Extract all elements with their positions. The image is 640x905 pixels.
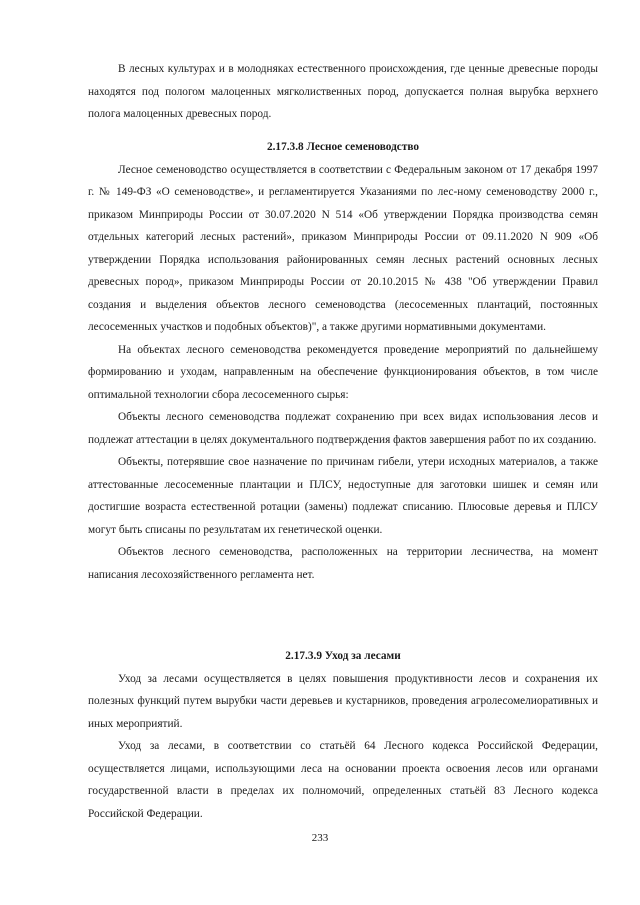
paragraph: Лесное семеноводство осуществляется в соответствии с Федеральным законом от 17 декабря 1997 г. № 149-ФЗ «О семеноводстве», и регламентируется Указаниями по лес-ному семеноводству 2000 г., приказом Минприроды России от 30.07.2020 N 514 «Об утверждении Порядка производства семян отдельных категорий лесных растений», приказом Минприроды России от 09.11.2020 N 909 «Об утверждении Порядка использования районированных семян лесных растений основных лесных древесных пород», приказом Минприроды России от 20.10.2015 № 438 "Об утверждении Правил создания и выделения объектов лесного семеноводства (лесосеменных плантаций, постоянных лесосеменных участков и подобных объектов)", а также другими нормативными документами. — [88, 163, 598, 333]
paragraph: Уход за лесами, в соответствии со статьёй 64 Лесного кодекса Российской Федерации, осуществляется лицами, использующими леса на основании проекта освоения лесов или органами государственной власти в пределах их полномочий, определенных статьёй 83 Лесного кодекса Российской Федерации. — [88, 740, 598, 820]
section-intro — [88, 58, 598, 126]
paragraph: Объекты, потерявшие свое назначение по причинам гибели, утери исходных материалов, а также аттестованные лесосеменные плантации и ПЛСУ, недоступные для заготовки шишек и семян или достигшие возраста естественной ротации (замены) подлежат списанию. Плюсовые деревья и ПЛСУ могут быть списаны по результатам их генетической оценки. — [88, 456, 598, 536]
section-heading: 2.17.3.8 Лесное семеноводство — [266, 141, 420, 153]
paragraph: Уход за лесами осуществляется в целях повышения продуктивности лесов и сохранения их полезных функций путем вырубки части деревьев и кустарников, проведения агролесомелиоративных и иных мероприятий. — [88, 672, 598, 730]
paragraph: Объекты лесного семеноводства подлежат сохранению при всех видах использования лесов и подлежат аттестации в целях документального подтверждения фактов завершения работ по их созданию. — [88, 411, 598, 446]
paragraph: В лесных культурах и в молодняках естественного происхождения, где ценные древесные породы находятся под пологом малоценных мягколиственных пород, допускается полная вырубка верхнего полога малоценных древесных пород. — [88, 63, 598, 120]
paragraph: На объектах лесного семеноводства рекомендуется проведение мероприятий по дальнейшему формированию и уходам, направленным на обеспечение функционирования объектов, в том числе оптимальной технологии сбора лесосеменного сырья: — [88, 343, 598, 401]
page-number: 233 — [311, 832, 329, 844]
section-heading: 2.17.3.9 Уход за лесами — [285, 650, 401, 662]
paragraph: Объектов лесного семеноводства, расположенных на территории лесничества, на момент написания лесохозяйственного регламента нет. — [88, 546, 598, 581]
section-forest-care — [88, 645, 598, 825]
section-seed-production — [88, 136, 598, 586]
